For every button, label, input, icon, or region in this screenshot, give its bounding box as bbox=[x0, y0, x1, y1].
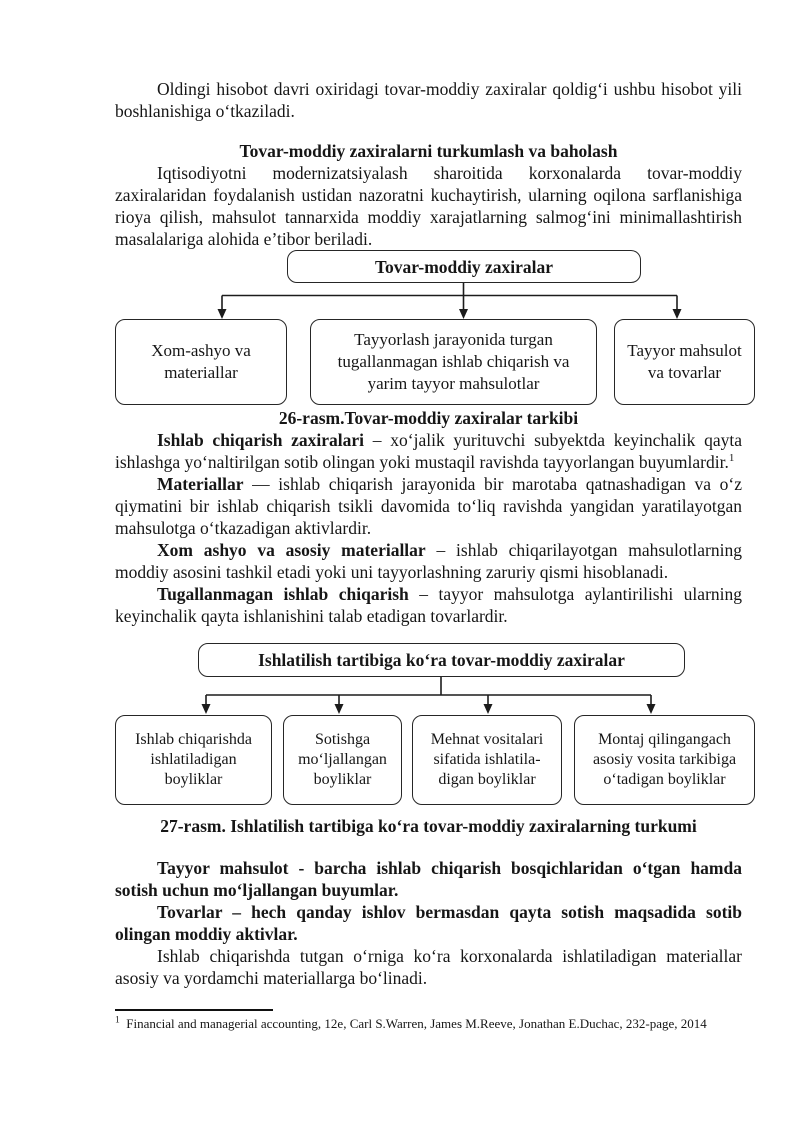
definition-paragraph bbox=[115, 473, 742, 539]
arrow-down-icon bbox=[673, 309, 682, 319]
orgchart-root-box bbox=[287, 250, 641, 283]
orgchart-child-box bbox=[614, 319, 755, 405]
bold-paragraph: Tayyor mahsulot - barcha ishlab chiqarish bosqichlaridan o‘tgan hamda sotish uchun mo‘ljallangan buyumlar. bbox=[115, 858, 742, 900]
definition-term: Ishlab chiqarish zaxiralari bbox=[157, 430, 365, 450]
orgchart-child-box bbox=[115, 319, 287, 405]
orgchart-root-label: Ishlatilish tartibiga ko‘ra tovar-moddiy zaxiralar bbox=[258, 650, 625, 670]
section-heading: Tovar-moddiy zaxiralarni turkumlash va baholash bbox=[239, 141, 618, 161]
figure-26-orgchart bbox=[0, 250, 800, 405]
orgchart-root-box bbox=[198, 643, 685, 677]
footnote bbox=[115, 1015, 742, 1032]
footnote-marker: 1 bbox=[115, 1015, 120, 1026]
closing-paragraph: Ishlab chiqarishda tutgan o‘rniga ko‘ra korxonalarda ishlatiladigan materiallar asosiy va yordamchi materiallarga bo‘linadi. bbox=[115, 946, 742, 988]
intro-paragraph: Oldingi hisobot davri oxiridagi tovar-moddiy zaxiralar qoldig‘i ushbu hisobot yili boshlanishiga o‘tkaziladi. bbox=[115, 79, 742, 121]
definition-body: ishlab chiqarish jarayonida bir marotaba qatnashadigan va o‘z qiymatini bir ishlab chiqarish tsikli davomida to‘liq ravishda yangidan yaratilayotgan mahsulotga o‘tkazadigan aktivlardir. bbox=[115, 474, 743, 538]
orgchart-child-label: Montaj qilingangach asosiy vosita tarkibiga o‘tadigan boyliklar bbox=[592, 731, 737, 788]
orgchart-child-label: Tayyorlash jarayonida turgan tugallanmagan ishlab chiqarish va yarim tayyor mahsulotlar bbox=[337, 330, 570, 393]
definition-body: ishlab chiqarilayotgan mahsulotlarning moddiy asosini tashkil etadi yoki uni tayyorlashning zaruriy qismi hisoblanadi. bbox=[115, 540, 742, 582]
definition-dash: – bbox=[408, 584, 439, 604]
orgchart-child-label: Tayyor mahsulot va tovarlar bbox=[627, 341, 742, 382]
figure-27-orgchart bbox=[0, 643, 800, 805]
arrow-down-icon bbox=[484, 704, 493, 714]
figure-26-caption: 26-rasm.Tovar-moddiy zaxiralar tarkibi bbox=[278, 408, 579, 428]
arrow-down-icon bbox=[218, 309, 227, 319]
orgchart-root-label: Tovar-moddiy zaxiralar bbox=[374, 256, 554, 277]
definition-dash: – bbox=[425, 540, 457, 560]
arrow-down-icon bbox=[647, 704, 656, 714]
orgchart-child-label: Xom-ashyo va materiallar bbox=[151, 341, 251, 382]
orgchart-child-box bbox=[310, 319, 597, 405]
footnote-text: Financial and managerial accounting, 12e, Carl S.Warren, James M.Reeve, Jonathan E.Duchac, 232-page, 2014 bbox=[126, 1016, 707, 1031]
spacer bbox=[115, 837, 742, 857]
figure-27-caption: 27-rasm. Ishlatilish tartibiga ko‘ra tovar-moddiy zaxiralarning turkumi bbox=[160, 816, 697, 836]
definition-paragraph bbox=[115, 539, 742, 583]
orgchart-child-box bbox=[283, 715, 402, 805]
orgchart-child-label: Sotishga mo‘ljallangan boyliklar bbox=[298, 731, 387, 788]
arrow-down-icon bbox=[202, 704, 211, 714]
definition-body: xo‘jalik yurituvchi subyektda keyinchalik qayta ishlashga yo‘naltirilgan sotib olingan yoki mustaqil ravishda tayyorlangan buyumlardir. bbox=[115, 430, 743, 472]
definition-term: Xom ashyo va asosiy materiallar bbox=[157, 540, 426, 560]
definition-body: tayyor mahsulotga aylantirilishi ularning keyinchalik qayta ishlanishini talab etadigan tovarlardir. bbox=[115, 584, 743, 626]
definition-paragraph bbox=[115, 429, 742, 473]
arrow-down-icon bbox=[335, 704, 344, 714]
orgchart-child-box bbox=[574, 715, 755, 805]
orgchart-child-box bbox=[115, 715, 272, 805]
orgchart-child-label: Ishlab chiqarishda ishlatiladigan boyliklar bbox=[135, 731, 252, 788]
definition-dash: — bbox=[243, 474, 279, 494]
footnote-divider bbox=[115, 1009, 273, 1011]
bold-paragraph: Tovarlar – hech qanday ishlov bermasdan qayta sotish maqsadida sotib olingan moddiy aktivlar. bbox=[115, 902, 742, 944]
footnote-reference: 1 bbox=[728, 452, 735, 465]
orgchart-child-label: Mehnat vositalari sifatida ishlatila- digan boyliklar bbox=[430, 731, 544, 788]
section-intro-paragraph: Iqtisodiyotni modernizatsiyalash sharoitida korxonalarda tovar-moddiy zaxiralaridan foydalanish ustidan nazoratni kuchaytirish, ularning oqilona sarflanishiga rioya qilish, mahsulot tannarxida moddiy xarajatlarning salmog‘ini minimallashtirish masalalariga alohida e’tibor beriladi. bbox=[115, 163, 742, 249]
orgchart-child-box bbox=[412, 715, 562, 805]
definition-dash: – bbox=[364, 430, 391, 450]
arrow-down-icon bbox=[459, 309, 468, 319]
definition-term: Tugallanmagan ishlab chiqarish bbox=[157, 584, 409, 604]
definition-paragraph bbox=[115, 583, 742, 627]
definition-term: Materiallar bbox=[157, 474, 244, 494]
